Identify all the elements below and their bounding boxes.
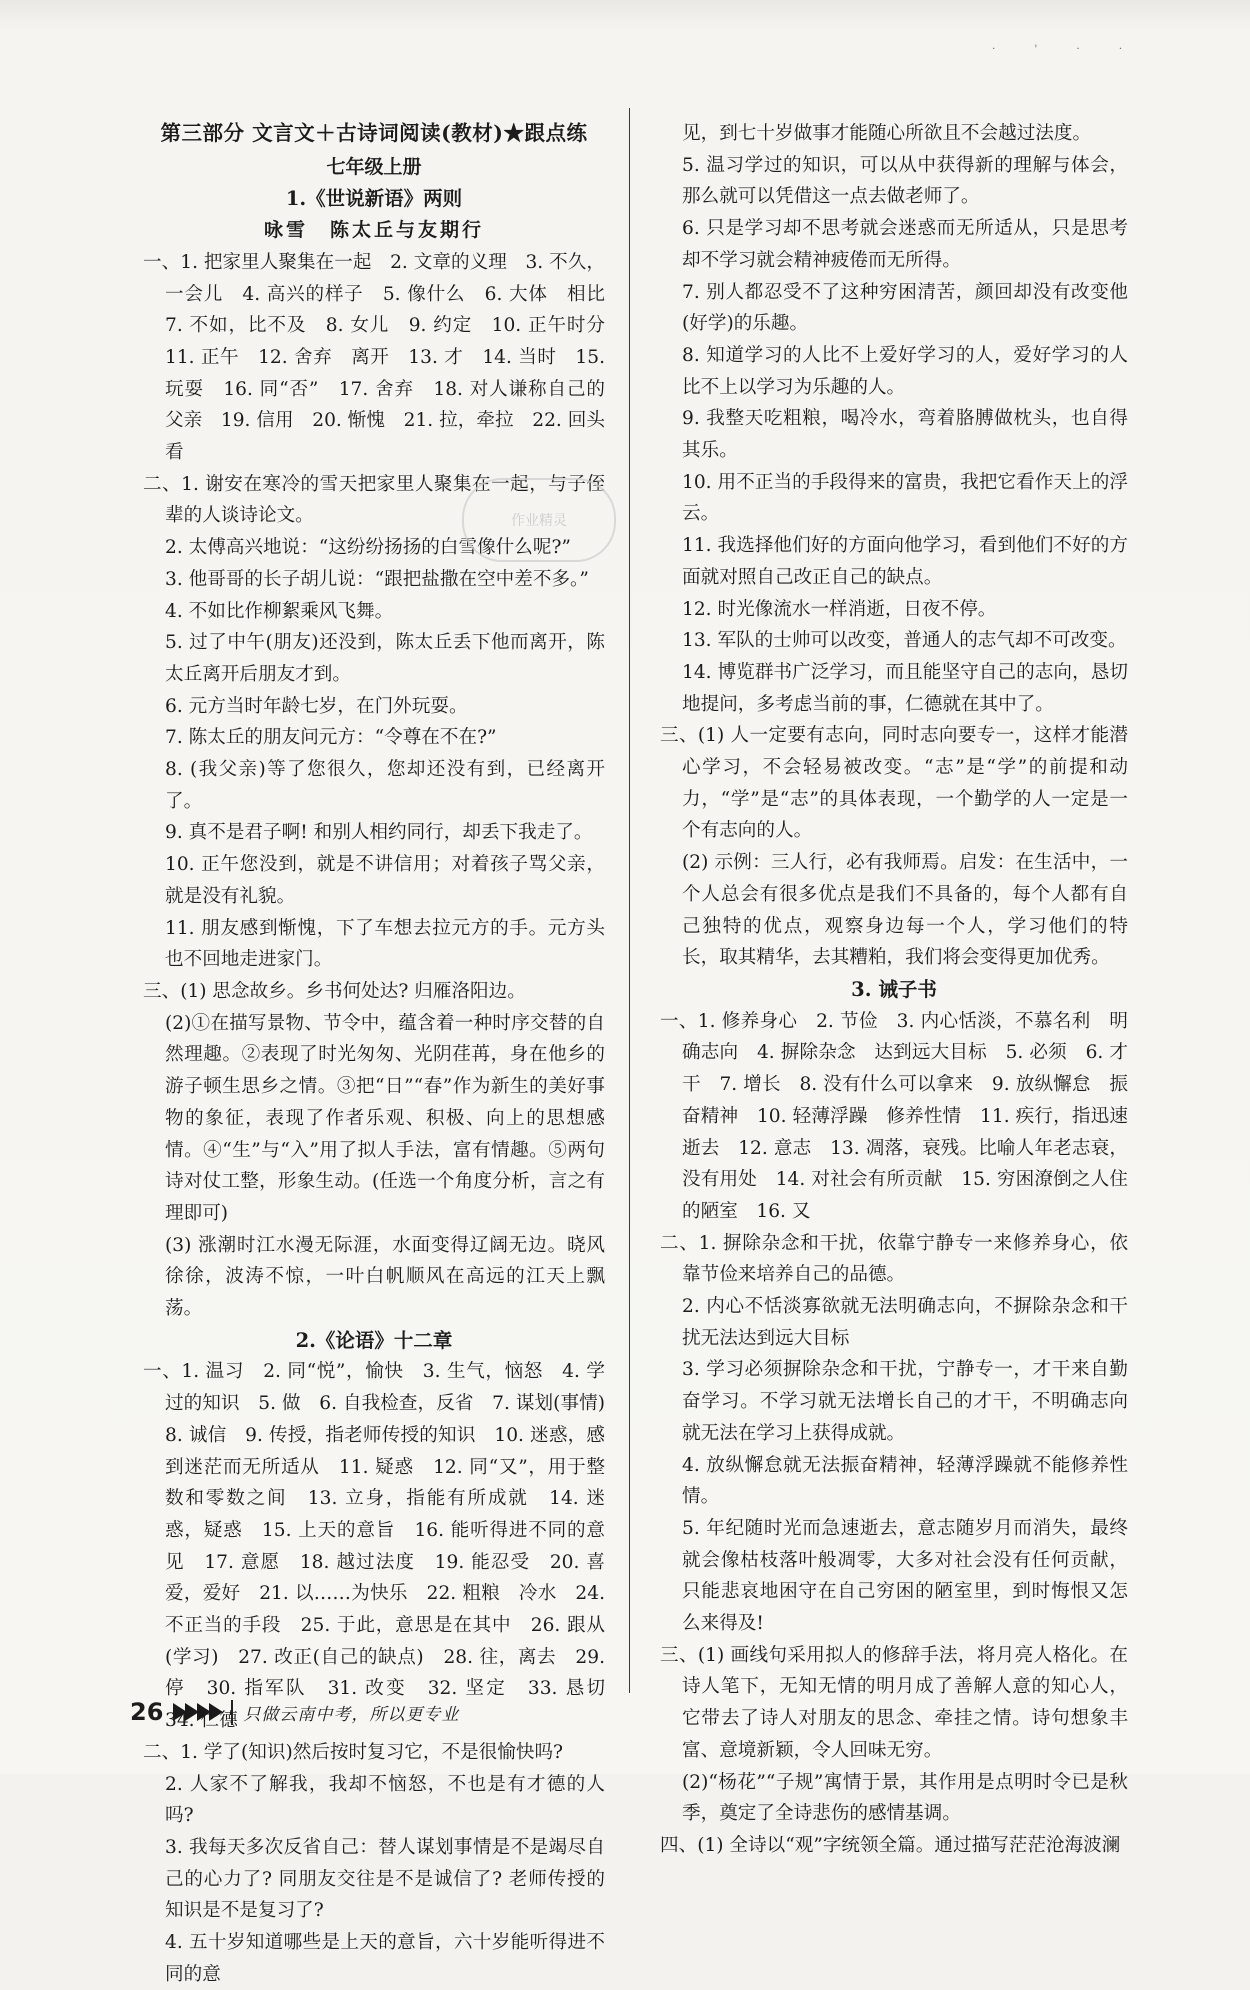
s3-four-1: 四、(1) 全诗以“观”字统领全篇。通过描写茫茫沧海波澜: [660, 1834, 1121, 1856]
right-column: [660, 118, 1128, 1862]
s3-two-1: 二、1. 摒除杂念和干扰，依靠宁静专一来修养身心，依靠节俭来培养自己的品德。: [660, 1232, 1128, 1286]
stamp-text: 作业精灵: [511, 513, 567, 529]
s1-two-4: 4. 不如比作柳絮乘风飞舞。: [165, 600, 394, 622]
s1-part-one: 一、1. 把家里人聚集在一起 2. 文章的义理 3. 不久，一会儿 4. 高兴的样子 5. 像什么 6. 大体 相比 7. 不如，比不及 8. 女儿 9. 约定 10. 正午时分 11. 正午 12. 舍弃 离开 13. 才 14. 当时 15. 玩耍 16. 同“否” 17. 舍弃 18. 对人谦称自己的父亲 19. 信用 20. 惭愧 21. 拉，牵拉 22. 回头看: [143, 251, 624, 464]
s2-two-10: 10. 用不正当的手段得来的富贵，我把它看作天上的浮云。: [682, 471, 1128, 525]
section-3-title: 3. 诫子书: [851, 977, 937, 1001]
s2-two-7: 7. 别人都忍受不了这种穷困清苦，颜回却没有改变他(好学)的乐趣。: [682, 281, 1128, 335]
s3-part-one: 一、1. 修养身心 2. 节俭 3. 内心恬淡，不慕名利 明确志向 4. 摒除杂念 达到远大目标 5. 必须 6. 才干 7. 增长 8. 没有什么可以拿来 9. 放纵懈怠 振奋精神 10. 轻薄浮躁 修养性情 11. 疾行，指迅速逝去 12. 意志 13. 凋落，衰残。比喻人年老志衰，没有用处 14. 对社会有所贡献 15. 穷困潦倒之人住的陋室 16. 又: [660, 1010, 1128, 1222]
s2-part-one: 一、1. 温习 2. 同“悦”，愉快 3. 生气，恼怒 4. 学过的知识 5. 做 6. 自我检查，反省 7. 谋划(事情) 8. 诚信 9. 传授，指老师传授的知识 10. 迷惑，感到迷茫而无所适从 11. 疑惑 12. 同“又”，用于整数和零数之间 13. 立身，指能有所成就 14. 迷惑，疑惑 15. 上天的意旨 16. 能听得进不同的意见 17. 意愿 18. 越过法度 19. 能忍受 20. 喜爱，爱好 21. 以……为快乐 22. 粗粮 冷水 24. 不正当的手段 25. 于此，意思是在其中 26. 跟从(学习) 27. 改正(自己的缺点) 28. 往，离去 29. 停 30. 指军队 31. 改变 32. 坚定 33. 恳切 34. 仁德: [143, 1361, 624, 1732]
section-1-title: 1.《世说新语》两则: [285, 187, 463, 211]
s3-three-2: (2)“杨花”“子规”寓情于景，其作用是点明时令已是秋季，奠定了全诗悲伤的感情基调。: [682, 1771, 1128, 1825]
s1-two-7: 7. 陈太丘的朋友问元方：“令尊在不在?”: [165, 727, 497, 749]
s2-three-1: 三、(1) 人一定要有志向，同时志向要专一，这样才能潜心学习，不会轻易被改变。“志”是“学”的前提和动力，“学”是“志”的具体表现，一个勤学的人一定是一个有志向的人。: [660, 725, 1128, 842]
section-2-title: 2.《论语》十二章: [295, 1328, 453, 1352]
s1-two-3: 3. 他哥哥的长子胡儿说：“跟把盐撒在空中差不多。”: [165, 568, 589, 590]
s1-two-1: 二、1. 谢安在寒冷的雪天把家里人聚集在一起，与子侄辈的人谈诗论文。: [143, 473, 605, 527]
column-divider: [629, 108, 630, 1693]
s1-two-9: 9. 真不是君子啊! 和别人相约同行，却丢下我走了。: [165, 822, 593, 844]
grade-heading: 七年级上册: [326, 155, 422, 178]
s2-two-2: 2. 人家不了解我，我却不恼怒，不也是有才德的人吗?: [165, 1773, 605, 1827]
s2-two-11: 11. 我选择他们好的方面向他学习，看到他们不好的方面就对照自己改正自己的缺点。: [682, 535, 1128, 588]
s1-two-11: 11. 朋友感到惭愧，下了车想去拉元方的手。元方头也不回地走进家门。: [165, 917, 605, 971]
s1-two-5: 5. 过了中午(朋友)还没到，陈太丘丢下他而离开，陈太丘离开后朋友才到。: [165, 632, 605, 685]
s2-two-12: 12. 时光像流水一样消逝，日夜不停。: [682, 598, 997, 620]
s3-two-4: 4. 放纵懈怠就无法振奋精神，轻薄浮躁就不能修养性情。: [682, 1454, 1128, 1508]
s2-two-1: 二、1. 学了(知识)然后按时复习它，不是很愉快吗?: [143, 1741, 564, 1763]
s1-two-6: 6. 元方当时年龄七岁，在门外玩耍。: [165, 695, 468, 717]
s2-two-4: 4. 五十岁知道哪些是上天的意旨，六十岁能听得进不同的意: [165, 1932, 605, 1985]
s1-two-2: 2. 太傅高兴地说：“这纷纷扬扬的白雪像什么呢?”: [165, 537, 571, 559]
section-1-subtitle: 咏雪 陈太丘与友期行: [263, 219, 484, 242]
footer-slogan: 只做云南中考，所以更专业: [231, 1700, 459, 1725]
s2-two-8: 8. 知道学习的人比不上爱好学习的人，爱好学习的人比不上以学习为乐趣的人。: [682, 344, 1128, 398]
s3-two-2: 2. 内心不恬淡寡欲就无法明确志向，不摒除杂念和干扰无法达到远大目标: [682, 1296, 1128, 1349]
arrow-icons: [173, 1703, 221, 1721]
s2-two-3: 3. 我每天多次反省自己：替人谋划事情是不是竭尽自己的心力了? 同朋友交往是不是诚信了? 老师传授的知识是不是复习了?: [165, 1836, 605, 1922]
s2-two-9: 9. 我整天吃粗粮，喝冷水，弯着胳膊做枕头，也自得其乐。: [682, 408, 1128, 462]
top-marks: · ' · ·: [992, 44, 1140, 55]
s2-two-14: 14. 博览群书广泛学习，而且能坚守自己的志向，恳切地提问，多考虑当前的事，仁德就在其中了。: [682, 661, 1128, 715]
s1-three-3: (3) 涨潮时江水漫无际涯，水面变得辽阔无边。晓风徐徐，波涛不惊，一叶白帆顺风在高远的江天上飘荡。: [165, 1234, 605, 1320]
s3-two-5: 5. 年纪随时光而急速逝去，意志随岁月而消失，最终就会像枯枝落叶般凋零，大多对社会没有任何贡献，只能悲哀地困守在自己穷困的陋室里，到时悔恨又怎么来得及!: [682, 1517, 1128, 1635]
s3-three-1: 三、(1) 画线句采用拟人的修辞手法，将月亮人格化。在诗人笔下，无知无情的明月成了善解人意的知心人，它带去了诗人对朋友的思念、牵挂之情。诗句想象丰富、意境新颖，令人回味无穷。: [660, 1644, 1128, 1761]
s1-two-10: 10. 正午您没到，就是不讲信用；对着孩子骂父亲，就是没有礼貌。: [165, 854, 605, 907]
s2-two-13: 13. 军队的士帅可以改变，普通人的志气却不可改变。: [682, 630, 1127, 652]
footer: [130, 1698, 459, 1726]
s2-three-2: (2) 示例：三人行，必有我师焉。启发：在生活中，一个人总会有很多优点是我们不具备的，每个人都有自己独特的优点，观察身边每一个人，学习他们的特长，取其精华，去其糟粕，我们将会变得更加优秀。: [682, 852, 1128, 969]
arrow-icon: [209, 1703, 223, 1721]
s3-two-3: 3. 学习必须摒除杂念和干扰，宁静专一，才干来自勤奋学习。不学习就无法增长自己的才干，不明确志向就无法在学习上获得成就。: [682, 1359, 1128, 1444]
s2-two-4-cont: 见，到七十岁做事才能随心所欲且不会越过法度。: [682, 123, 1092, 144]
s2-two-5: 5. 温习学过的知识，可以从中获得新的理解与体会，那么就可以凭借这一点去做老师了。: [682, 154, 1128, 208]
s1-two-8: 8. (我父亲)等了您很久，您却还没有到，已经离开了。: [165, 759, 605, 812]
part-title: 第三部分 文言文＋古诗词阅读(教材)★跟点练: [160, 121, 588, 145]
page-number: 26: [130, 1698, 164, 1726]
s1-three-1: 三、(1) 思念故乡。乡书何处达? 归雁洛阳边。: [143, 980, 526, 1002]
stamp-seal: [462, 478, 616, 562]
s1-three-2: (2)①在描写景物、节令中，蕴含着一种时序交替的自然理趣。②表现了时光匆匆、光阴荏苒，身在他乡的游子顿生思乡之情。③把“日”“春”作为新生的美好事物的象征，表现了作者乐观、积极、向上的思想感情。④“生”与“入”用了拟人手法，富有情趣。⑤两句诗对仗工整，形象生动。(任选一个角度分析，言之有理即可): [165, 1012, 605, 1224]
s2-two-6: 6. 只是学习却不思考就会迷惑而无所适从，只是思考却不学习就会精神疲倦而无所得。: [682, 218, 1128, 271]
